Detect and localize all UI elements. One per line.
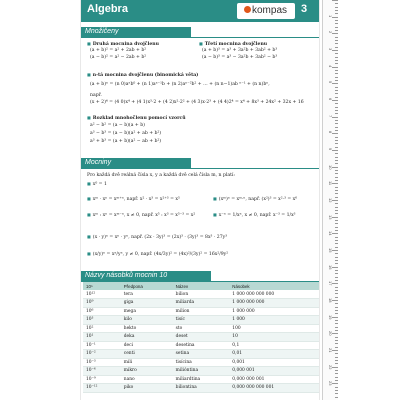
table-cell: deci <box>121 341 173 350</box>
power-rule-7: ■ (x/y)ⁿ = xⁿ/yⁿ, y ≠ 0, např. (4x/3y)² = (4x)²/(3y)² = 16x²/9y² <box>87 251 228 258</box>
table-cell: tera <box>121 290 173 299</box>
ruler-label: 10 <box>328 164 333 170</box>
section-divider <box>81 37 320 38</box>
ruler-tick <box>335 110 338 111</box>
table-row <box>83 324 319 333</box>
ruler-tick <box>335 287 338 288</box>
table-cell: 0,1 <box>229 341 319 350</box>
table-row <box>83 316 319 325</box>
table-cell: 10⁻⁶ <box>83 367 121 376</box>
ruler-tick <box>335 173 338 174</box>
table-cell: 10⁹ <box>83 299 121 308</box>
table-row <box>83 307 319 316</box>
ruler-tick <box>335 313 338 314</box>
ruler-tick <box>335 393 338 394</box>
ruler-tick <box>335 327 338 328</box>
table-row <box>83 367 319 376</box>
ruler-tick <box>335 130 338 131</box>
binomial-example: (x + 2)⁴ = (4 0)x⁴ + (4 1)x³·2 + (4 2)x²·2² + (4 3)x·2³ + (4 4)2⁴ = x⁴ + 8x³ + 24x² + 32x + 16 <box>90 100 304 105</box>
section-divider <box>81 168 320 169</box>
table-cell: setina <box>173 350 230 359</box>
binomial-title: ■ n-tá mocnina dvojčlenu (binomická věta) <box>87 72 198 79</box>
column-header: Předpona <box>121 282 173 290</box>
table-cell: 10³ <box>83 316 121 325</box>
table-cell: 10⁶ <box>83 307 121 316</box>
ruler-tick <box>335 80 338 81</box>
table-cell: 1 000 000 000 000 <box>229 290 319 299</box>
table-cell: deset <box>173 333 230 342</box>
ruler-tick <box>335 260 338 261</box>
ruler-tick <box>335 170 338 171</box>
ruler-tick <box>335 237 338 238</box>
table-cell: milion <box>173 307 230 316</box>
ruler-label: 17 <box>328 281 333 286</box>
ruler-tick <box>335 30 338 31</box>
ruler-tick <box>335 63 338 64</box>
ruler-tick <box>335 207 338 208</box>
ruler-tick <box>335 337 338 338</box>
table-cell: mega <box>121 307 173 316</box>
ruler-tick <box>335 307 338 308</box>
square-formula-1: (a + b)² = a² + 2ab + b² <box>90 48 147 53</box>
table-cell: 0,001 <box>229 358 319 367</box>
ruler-label: 2 <box>328 31 333 34</box>
ruler-tick <box>335 343 338 344</box>
ruler-tick <box>335 377 338 378</box>
ruler-tick <box>335 270 338 271</box>
ruler-label: 23 <box>328 381 333 386</box>
ruler-tick <box>335 77 338 78</box>
table-cell: 1 000 000 000 <box>229 299 319 308</box>
table-cell: hekto <box>121 324 173 333</box>
table-cell: centi <box>121 350 173 359</box>
table-cell: 10⁻² <box>83 350 121 359</box>
ruler-tick <box>335 320 338 321</box>
ruler-tick <box>335 340 338 341</box>
ruler-tick <box>335 70 338 71</box>
factor-formula-3: a³ + b³ = (a + b)(a² − ab + b²) <box>90 139 162 144</box>
ruler-label: 6 <box>328 98 333 101</box>
ruler-tick <box>335 3 338 4</box>
ruler-tick <box>335 277 338 278</box>
ruler-tick <box>335 120 338 121</box>
ruler-tick <box>335 280 338 281</box>
table-row <box>83 384 319 393</box>
table-row <box>83 290 319 299</box>
ruler-tick <box>335 157 338 158</box>
ruler-tick <box>335 103 338 104</box>
ruler-tick <box>335 357 338 358</box>
reference-card <box>80 0 320 400</box>
powers-of-ten-table <box>83 282 319 393</box>
column-header: 10ⁿ <box>83 282 121 290</box>
ruler-label: 19 <box>328 314 333 320</box>
power-rule-1: ■ x⁰ = 1 <box>87 181 107 188</box>
table-row <box>83 358 319 367</box>
ruler-tick <box>335 397 338 398</box>
ruler-tick <box>335 390 338 391</box>
ruler-tick <box>335 273 338 274</box>
ruler-tick <box>335 127 338 128</box>
ruler-tick <box>335 73 338 74</box>
ruler-tick <box>335 7 338 8</box>
power-rule-5: ■ x⁻ⁿ = 1/xⁿ, x ≠ 0, např. x⁻³ = 1/x³ <box>213 212 296 219</box>
ruler-tick <box>335 263 338 264</box>
ruler-tick <box>335 193 338 194</box>
ruler-label: 4 <box>328 64 333 67</box>
ruler-label: 15 <box>328 248 333 253</box>
ruler-tick <box>335 163 338 164</box>
ruler-tick <box>335 23 338 24</box>
table-cell: biliontina <box>173 384 230 393</box>
column-header: Název <box>173 282 230 290</box>
table-cell: 0,000 000 000 001 <box>229 384 319 393</box>
square-formula-2: (a − b)² = a² − 2ab + b² <box>90 55 147 60</box>
ruler-tick <box>335 310 338 311</box>
square-title: ■ Druhá mocnina dvojčlenu <box>87 41 159 48</box>
ruler-tick <box>335 230 338 231</box>
power-rule-4: ■ xᵐ : xⁿ = xᵐ⁻ⁿ, x ≠ 0, např. x⁵ : x³ = x⁵⁻³ = x² <box>87 212 195 219</box>
ruler-tick <box>335 253 338 254</box>
table-cell: milióntina <box>173 367 230 376</box>
section-heading-powers: Mocniny <box>81 158 191 168</box>
brand-dot-icon <box>244 6 251 13</box>
ruler-label: 20 <box>328 331 333 336</box>
ruler-tick <box>332 33 338 34</box>
ruler-tick <box>335 290 338 291</box>
table-cell: mikro <box>121 367 173 376</box>
ruler-tick <box>335 47 338 48</box>
table-cell: 1 000 <box>229 316 319 325</box>
table-row <box>83 333 319 342</box>
table-cell: 10⁻⁹ <box>83 375 121 384</box>
ruler-tick <box>335 360 338 361</box>
ruler-tick <box>335 323 338 324</box>
ruler-tick <box>335 293 338 294</box>
ruler-tick <box>335 140 338 141</box>
ruler-label: 9 <box>328 148 333 151</box>
ruler-label: 16 <box>328 264 333 270</box>
ruler-label: 22 <box>328 364 333 370</box>
power-rule-6: ■ (x · y)ⁿ = xⁿ · yⁿ, např. (2x · 3y)³ = (2x)³ · (3y)³ = 8x³ · 27y³ <box>87 234 227 241</box>
ruler-label: 5 <box>328 81 333 84</box>
binomial-formula: (a + b)ⁿ = (n 0)aⁿb⁰ + (n 1)aⁿ⁻¹b + (n 2)aⁿ⁻²b² + … + (n n−1)ab ⁿ⁻¹ + (n n)bⁿ, <box>90 82 270 87</box>
ruler-tick <box>335 57 338 58</box>
ruler-tick <box>335 143 338 144</box>
ruler-label: 13 <box>328 214 333 220</box>
table-cell: 10⁻¹² <box>83 384 121 393</box>
table-cell: piko <box>121 384 173 393</box>
cube-formula-1: (a + b)³ = a³ + 3a²b + 3ab² + b³ <box>202 48 278 53</box>
ruler-tick <box>335 107 338 108</box>
section-heading-sets: Množičeny <box>81 27 191 37</box>
table-header-row <box>83 282 319 290</box>
ruler-tick <box>335 247 338 248</box>
ruler-label: 11 <box>328 181 333 186</box>
section-heading-table: Názvy násobků mocnin 10 <box>81 271 211 281</box>
ruler-tick <box>335 197 338 198</box>
ruler-tick <box>332 133 338 134</box>
table-cell: bilion <box>173 290 230 299</box>
ruler-tick <box>335 227 338 228</box>
table-cell: miliardtina <box>173 375 230 384</box>
ruler-label: 7 <box>328 114 333 117</box>
ruler-tick <box>335 20 338 21</box>
ruler-tick <box>335 347 338 348</box>
ruler-tick <box>335 177 338 178</box>
ruler-tick <box>335 330 338 331</box>
ruler-tick <box>335 213 338 214</box>
table-cell: 10⁻³ <box>83 358 121 367</box>
ruler-tick <box>335 43 338 44</box>
table-row <box>83 341 319 350</box>
cube-title: ■ Třetí mocnina dvojčlenu <box>199 41 267 48</box>
ruler-tick <box>335 93 338 94</box>
ruler-tick <box>335 387 338 388</box>
page-number: 3 <box>301 3 308 15</box>
ruler-tick <box>335 113 338 114</box>
brand-name: kompas <box>252 5 288 16</box>
ruler-label: 1 <box>328 14 333 17</box>
table-cell: tisíc <box>173 316 230 325</box>
powers-intro: Pro každá dvě reálná čísla x, y a každá dvě celá čísla m, n platí: <box>87 173 235 178</box>
ruler-tick <box>335 53 338 54</box>
ruler-tick <box>335 190 338 191</box>
table-row <box>83 350 319 359</box>
ruler-tick <box>332 0 338 1</box>
ruler-tick <box>335 187 338 188</box>
ruler-tick <box>335 147 338 148</box>
table-cell: kilo <box>121 316 173 325</box>
table-cell: 10¹² <box>83 290 121 299</box>
power-rule-3: ■ (xᵐ)ⁿ = xᵐ·ⁿ, např. (x²)³ = x²·³ = x⁶ <box>213 196 297 203</box>
ruler-tick <box>335 210 338 211</box>
power-rule-2: ■ xᵐ · xⁿ = xᵐ⁺ⁿ, např. x² · x³ = x²⁺³ = x⁵ <box>87 196 180 203</box>
factor-title: ■ Rozklad mnohočlenu pomocí vzorců <box>87 115 186 122</box>
page-title: Algebra <box>87 3 128 15</box>
ruler-tick <box>335 243 338 244</box>
ruler-tick <box>335 160 338 161</box>
table-cell: 10¹ <box>83 333 121 342</box>
ruler-tick <box>335 257 338 258</box>
ruler-tick <box>335 363 338 364</box>
example-label: např. <box>90 93 102 98</box>
ruler-tick <box>335 60 338 61</box>
table-cell: giga <box>121 299 173 308</box>
factor-formula-1: a² − b² = (a − b)(a + b) <box>90 123 145 128</box>
ruler-tick <box>335 240 338 241</box>
table-cell: miliarda <box>173 299 230 308</box>
table-cell: deka <box>121 333 173 342</box>
table-row <box>83 375 319 384</box>
ruler-tick <box>335 223 338 224</box>
ruler-tick <box>335 180 338 181</box>
ruler <box>322 0 338 400</box>
ruler-label: 21 <box>328 348 333 353</box>
ruler-tick <box>335 10 338 11</box>
table-cell: 10 <box>229 333 319 342</box>
ruler-tick <box>335 90 338 91</box>
table-cell: 0,000 001 <box>229 367 319 376</box>
table-cell: 0,01 <box>229 350 319 359</box>
ruler-tick <box>335 297 338 298</box>
table-cell: 0,000 000 001 <box>229 375 319 384</box>
ruler-tick <box>335 13 338 14</box>
table-cell: nano <box>121 375 173 384</box>
ruler-tick <box>335 380 338 381</box>
table-cell: 1 000 000 <box>229 307 319 316</box>
table-cell: 100 <box>229 324 319 333</box>
ruler-tick <box>335 203 338 204</box>
ruler-tick <box>335 137 338 138</box>
ruler-tick <box>335 373 338 374</box>
page-header <box>81 0 320 22</box>
ruler-label: 8 <box>328 131 333 134</box>
table-row <box>83 299 319 308</box>
table-cell: 10² <box>83 324 121 333</box>
ruler-tick <box>332 83 338 84</box>
table-cell: mili <box>121 358 173 367</box>
ruler-tick <box>335 87 338 88</box>
ruler-tick <box>335 303 338 304</box>
ruler-label: 12 <box>328 198 333 203</box>
ruler-label: 14 <box>328 231 333 236</box>
ruler-tick <box>335 153 338 154</box>
ruler-tick <box>335 37 338 38</box>
table-cell: 10⁻¹ <box>83 341 121 350</box>
table-cell: tisícina <box>173 358 230 367</box>
ruler-tick <box>335 40 338 41</box>
column-header: Násobek <box>229 282 319 290</box>
ruler-label: 18 <box>328 298 333 303</box>
brand-logo <box>237 3 295 19</box>
ruler-tick <box>335 220 338 221</box>
ruler-tick <box>335 353 338 354</box>
cube-formula-2: (a − b)³ = a³ − 3a²b + 3ab² − b³ <box>202 55 278 60</box>
ruler-tick <box>335 370 338 371</box>
ruler-tick <box>335 123 338 124</box>
ruler-tick <box>335 97 338 98</box>
factor-formula-2: a³ − b³ = (a − b)(a² + ab + b²) <box>90 131 162 136</box>
ruler-label: 3 <box>328 48 333 51</box>
ruler-tick <box>335 27 338 28</box>
table-cell: sto <box>173 324 230 333</box>
table-cell: desetina <box>173 341 230 350</box>
